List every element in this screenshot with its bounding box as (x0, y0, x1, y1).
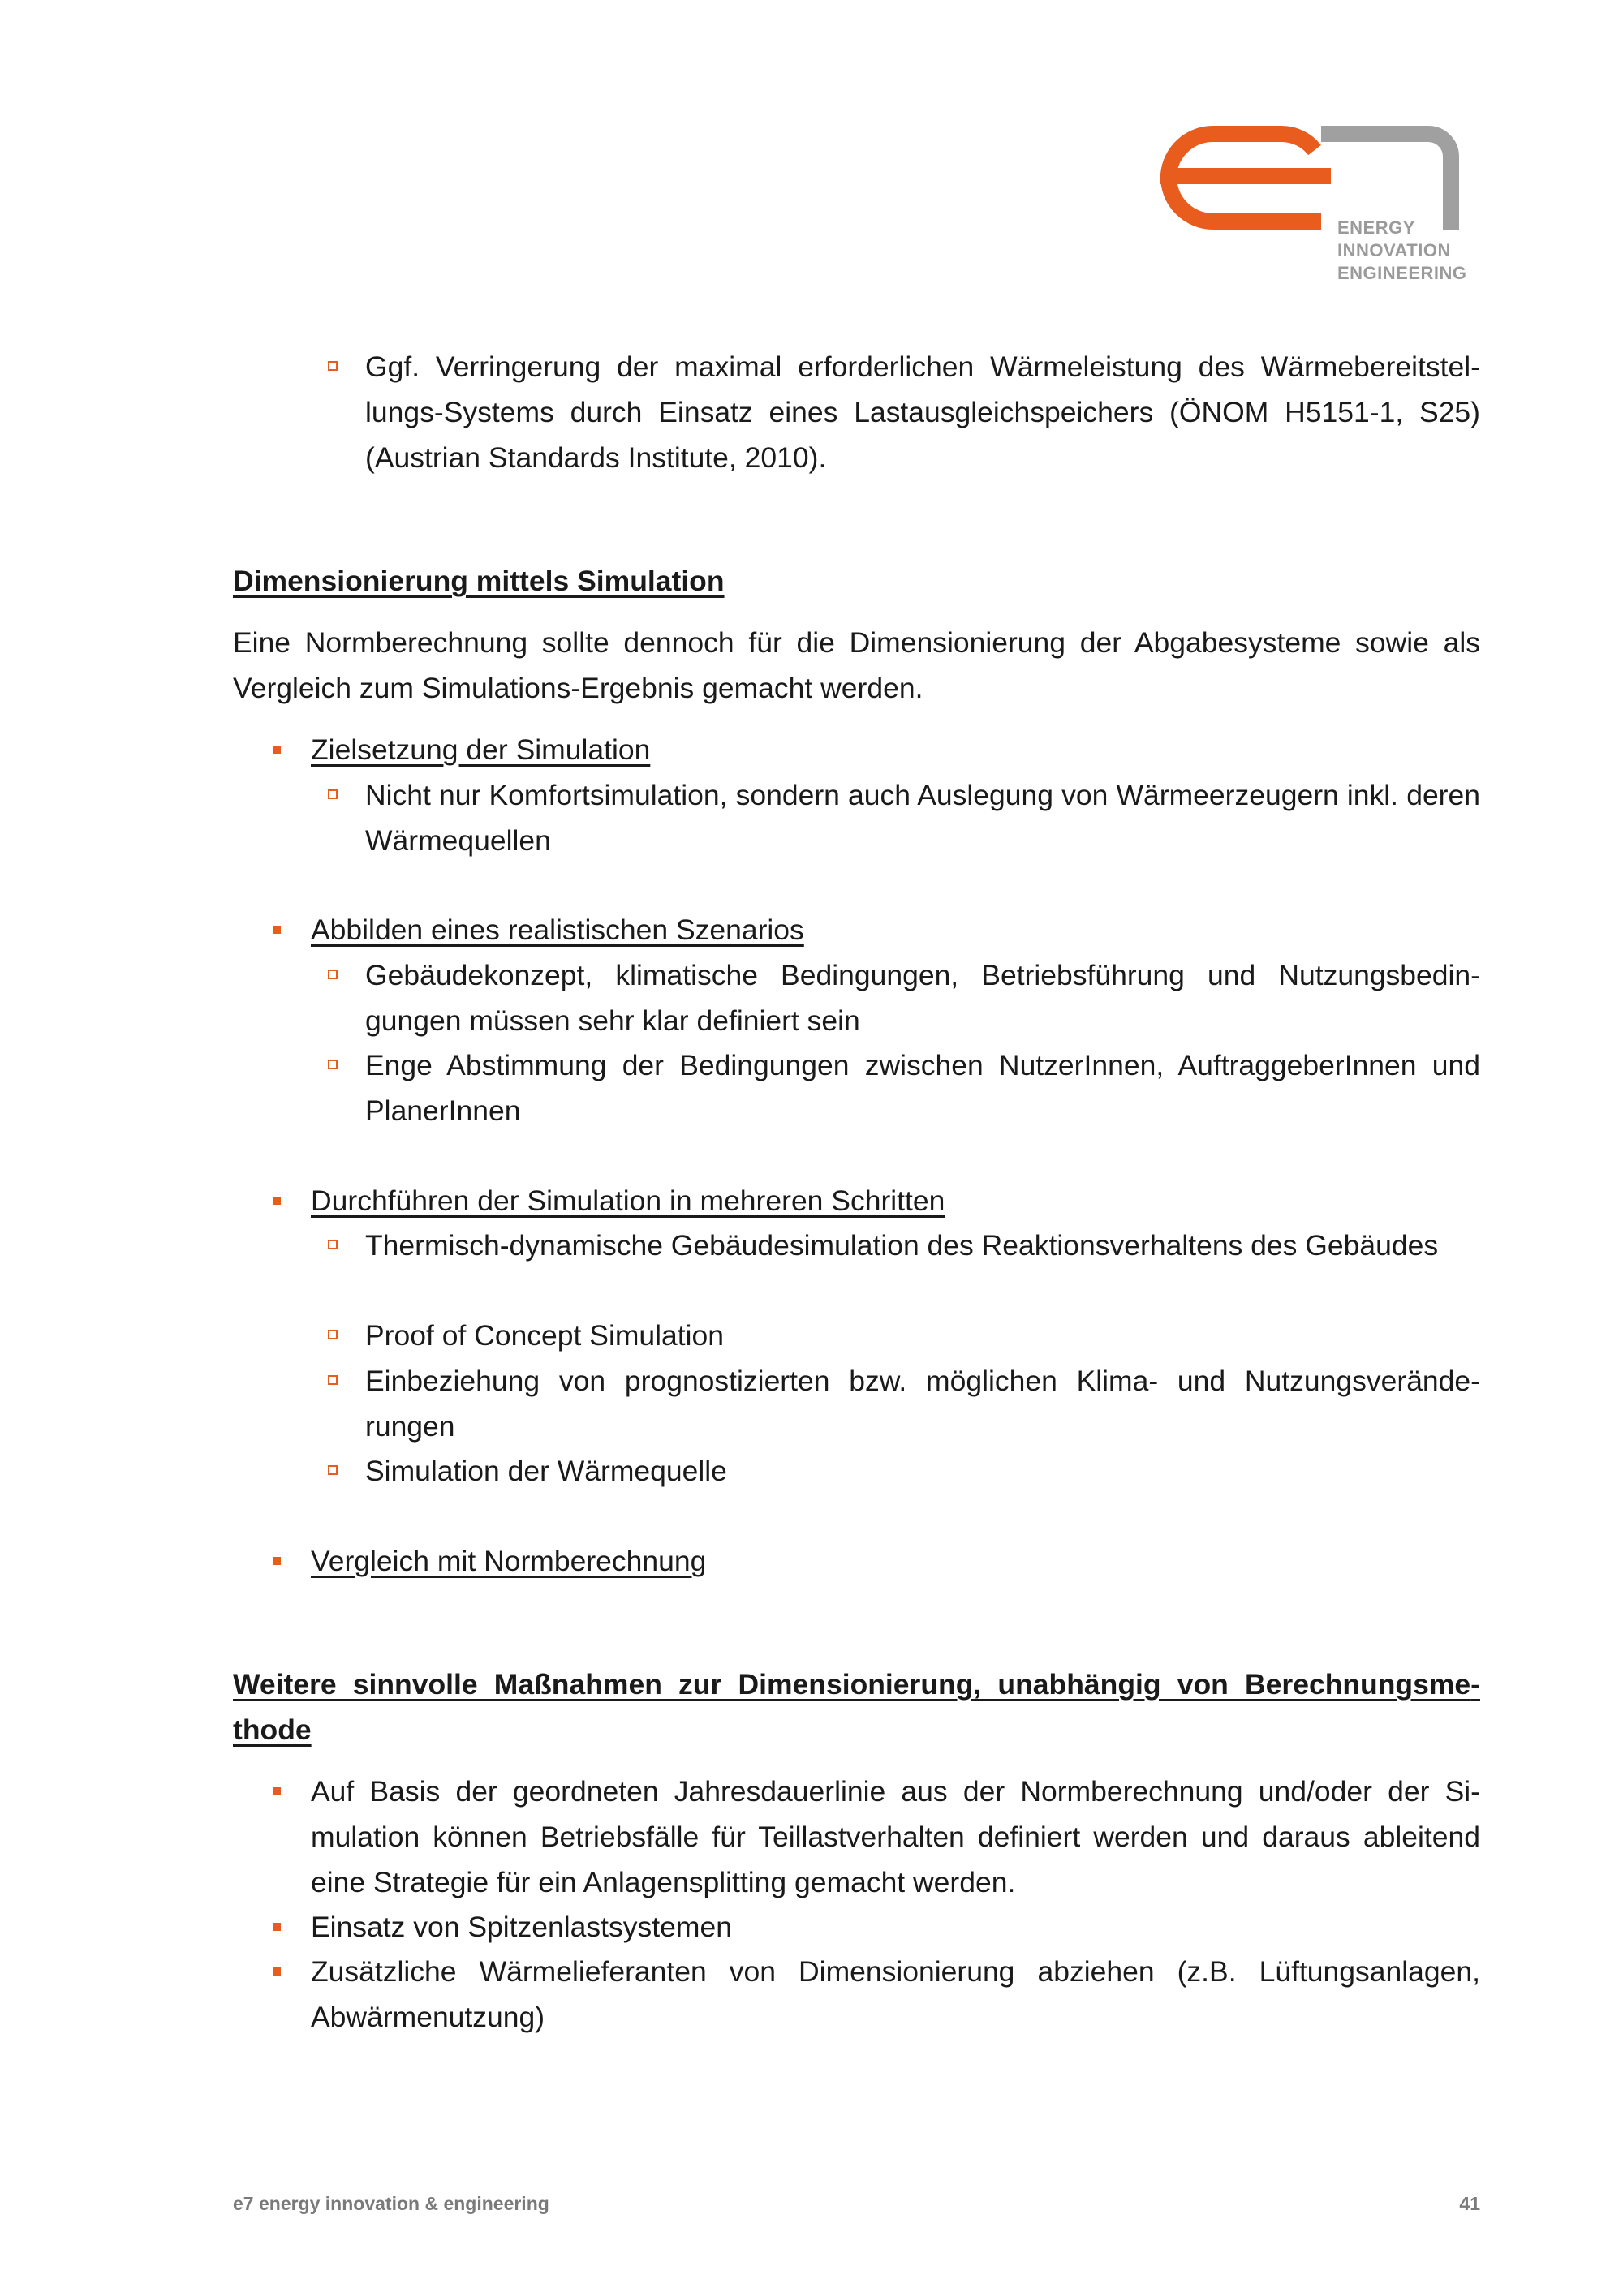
hollow-square-bullet-icon (328, 970, 338, 979)
footer-company: e7 energy innovation & engineering (233, 2193, 549, 2214)
heading-text: Weitere sinnvolle Maßnahmen zur Dimensionierung, unabhängig von Berechnungsmethode (233, 1668, 1480, 1746)
hollow-square-bullet-icon (328, 1330, 338, 1339)
sub-list-item (233, 1043, 1480, 1133)
list-item-text: Einsatz von Spitzenlastsystemen (311, 1911, 732, 1943)
sub-list-item (233, 1448, 1480, 1494)
sub-item-text: Enge Abstimmung der Bedingungen zwischen NutzerInnen, AuftraggeberInnen und PlanerInnen (365, 1049, 1480, 1127)
hollow-square-bullet-icon (328, 789, 338, 799)
sub-item-text: Einbeziehung von prognostizierten bzw. möglichen Klima- und Nutzungsveränderungen (365, 1365, 1480, 1443)
list-item-text: Zusätzliche Wärmelieferanten von Dimensionierung abziehen (z.B. Lüftungsanlagen, Abwärmenutzung) (311, 1955, 1480, 2033)
sub-item-text: Gebäudekonzept, klimatische Bedingungen, Betriebsführung und Nutzungsbedingungen müssen sehr klar definiert sein (365, 959, 1480, 1037)
hollow-square-bullet-icon (328, 1240, 338, 1249)
logo-line-engineering: ENGINEERING (1337, 263, 1467, 283)
hollow-square-bullet-icon (328, 1465, 338, 1475)
list-item (233, 1769, 1480, 1905)
sub-list-item (233, 952, 1480, 1043)
section-paragraph (233, 620, 1480, 711)
logo-line-innovation: INNOVATION (1337, 240, 1451, 260)
heading-text: Dimensionierung mittels Simulation (233, 565, 725, 597)
sub-item-text: Thermisch-dynamische Gebäudesimulation des Reaktionsverhaltens des Gebäudes (365, 1229, 1439, 1262)
section-heading-further-measures (233, 1662, 1480, 1752)
hollow-square-bullet-icon (328, 1375, 338, 1385)
sub-item-text: Simulation der Wärmequelle (365, 1455, 727, 1487)
square-bullet-icon (273, 926, 281, 934)
hollow-square-bullet-icon (328, 361, 338, 371)
list-item (233, 1904, 1480, 1950)
square-bullet-icon (273, 1923, 281, 1931)
paragraph-text: Eine Normberechnung sollte dennoch für die Dimensionierung der Abgabesysteme sowie als Vergleich zum Simulations-Ergebnis gemacht werden. (233, 626, 1480, 704)
section-heading-simulation (233, 558, 1480, 604)
sub-item-text: Nicht nur Komfortsimulation, sondern auch Auslegung von Wärmeerzeugern inkl. deren Wärmequellen (365, 779, 1480, 857)
list-item-label: Zielsetzung der Simulation (311, 733, 651, 766)
list-item (233, 1949, 1480, 2040)
hollow-square-bullet-icon (328, 1060, 338, 1069)
square-bullet-icon (273, 1557, 281, 1565)
list-item (233, 1178, 1480, 1223)
list-item (233, 727, 1480, 772)
intro-list-item (233, 344, 1480, 480)
list-item (233, 907, 1480, 952)
square-bullet-icon (273, 1197, 281, 1205)
sub-item-text: Proof of Concept Simulation (365, 1319, 725, 1352)
company-logo (1160, 126, 1485, 288)
logo-line-energy: ENERGY (1337, 217, 1415, 238)
sub-list-item (233, 1358, 1480, 1449)
logo-text (1337, 217, 1467, 285)
list-item-label: Vergleich mit Normberechnung (311, 1545, 707, 1577)
square-bullet-icon (273, 1967, 281, 1976)
page-number: 41 (1459, 2193, 1480, 2214)
sub-list-item (233, 1313, 1480, 1358)
list-item-text: Auf Basis der geordneten Jahresdauerlinie aus der Normberechnung und/oder der Simulation können Betriebsfälle für Teillastverhalten definiert werden und daraus ableitend eine Strategie für ein Anlagensplitting gemacht werden. (311, 1775, 1480, 1898)
sub-list-item (233, 1223, 1480, 1268)
square-bullet-icon (273, 746, 281, 754)
square-bullet-icon (273, 1787, 281, 1795)
sub-list-item (233, 772, 1480, 863)
list-item-label: Abbilden eines realistischen Szenarios (311, 914, 804, 946)
list-item-label: Durchführen der Simulation in mehreren Schritten (311, 1185, 945, 1217)
list-item (233, 1538, 1480, 1584)
intro-item-text: Ggf. Verringerung der maximal erforderlichen Wärmeleistung des Wärmebereitstellungs-Systems durch Einsatz eines Lastausgleichspeichers (ÖNOM H5151-1, S25) (Austrian Standards Institute, 2010). (365, 350, 1480, 474)
